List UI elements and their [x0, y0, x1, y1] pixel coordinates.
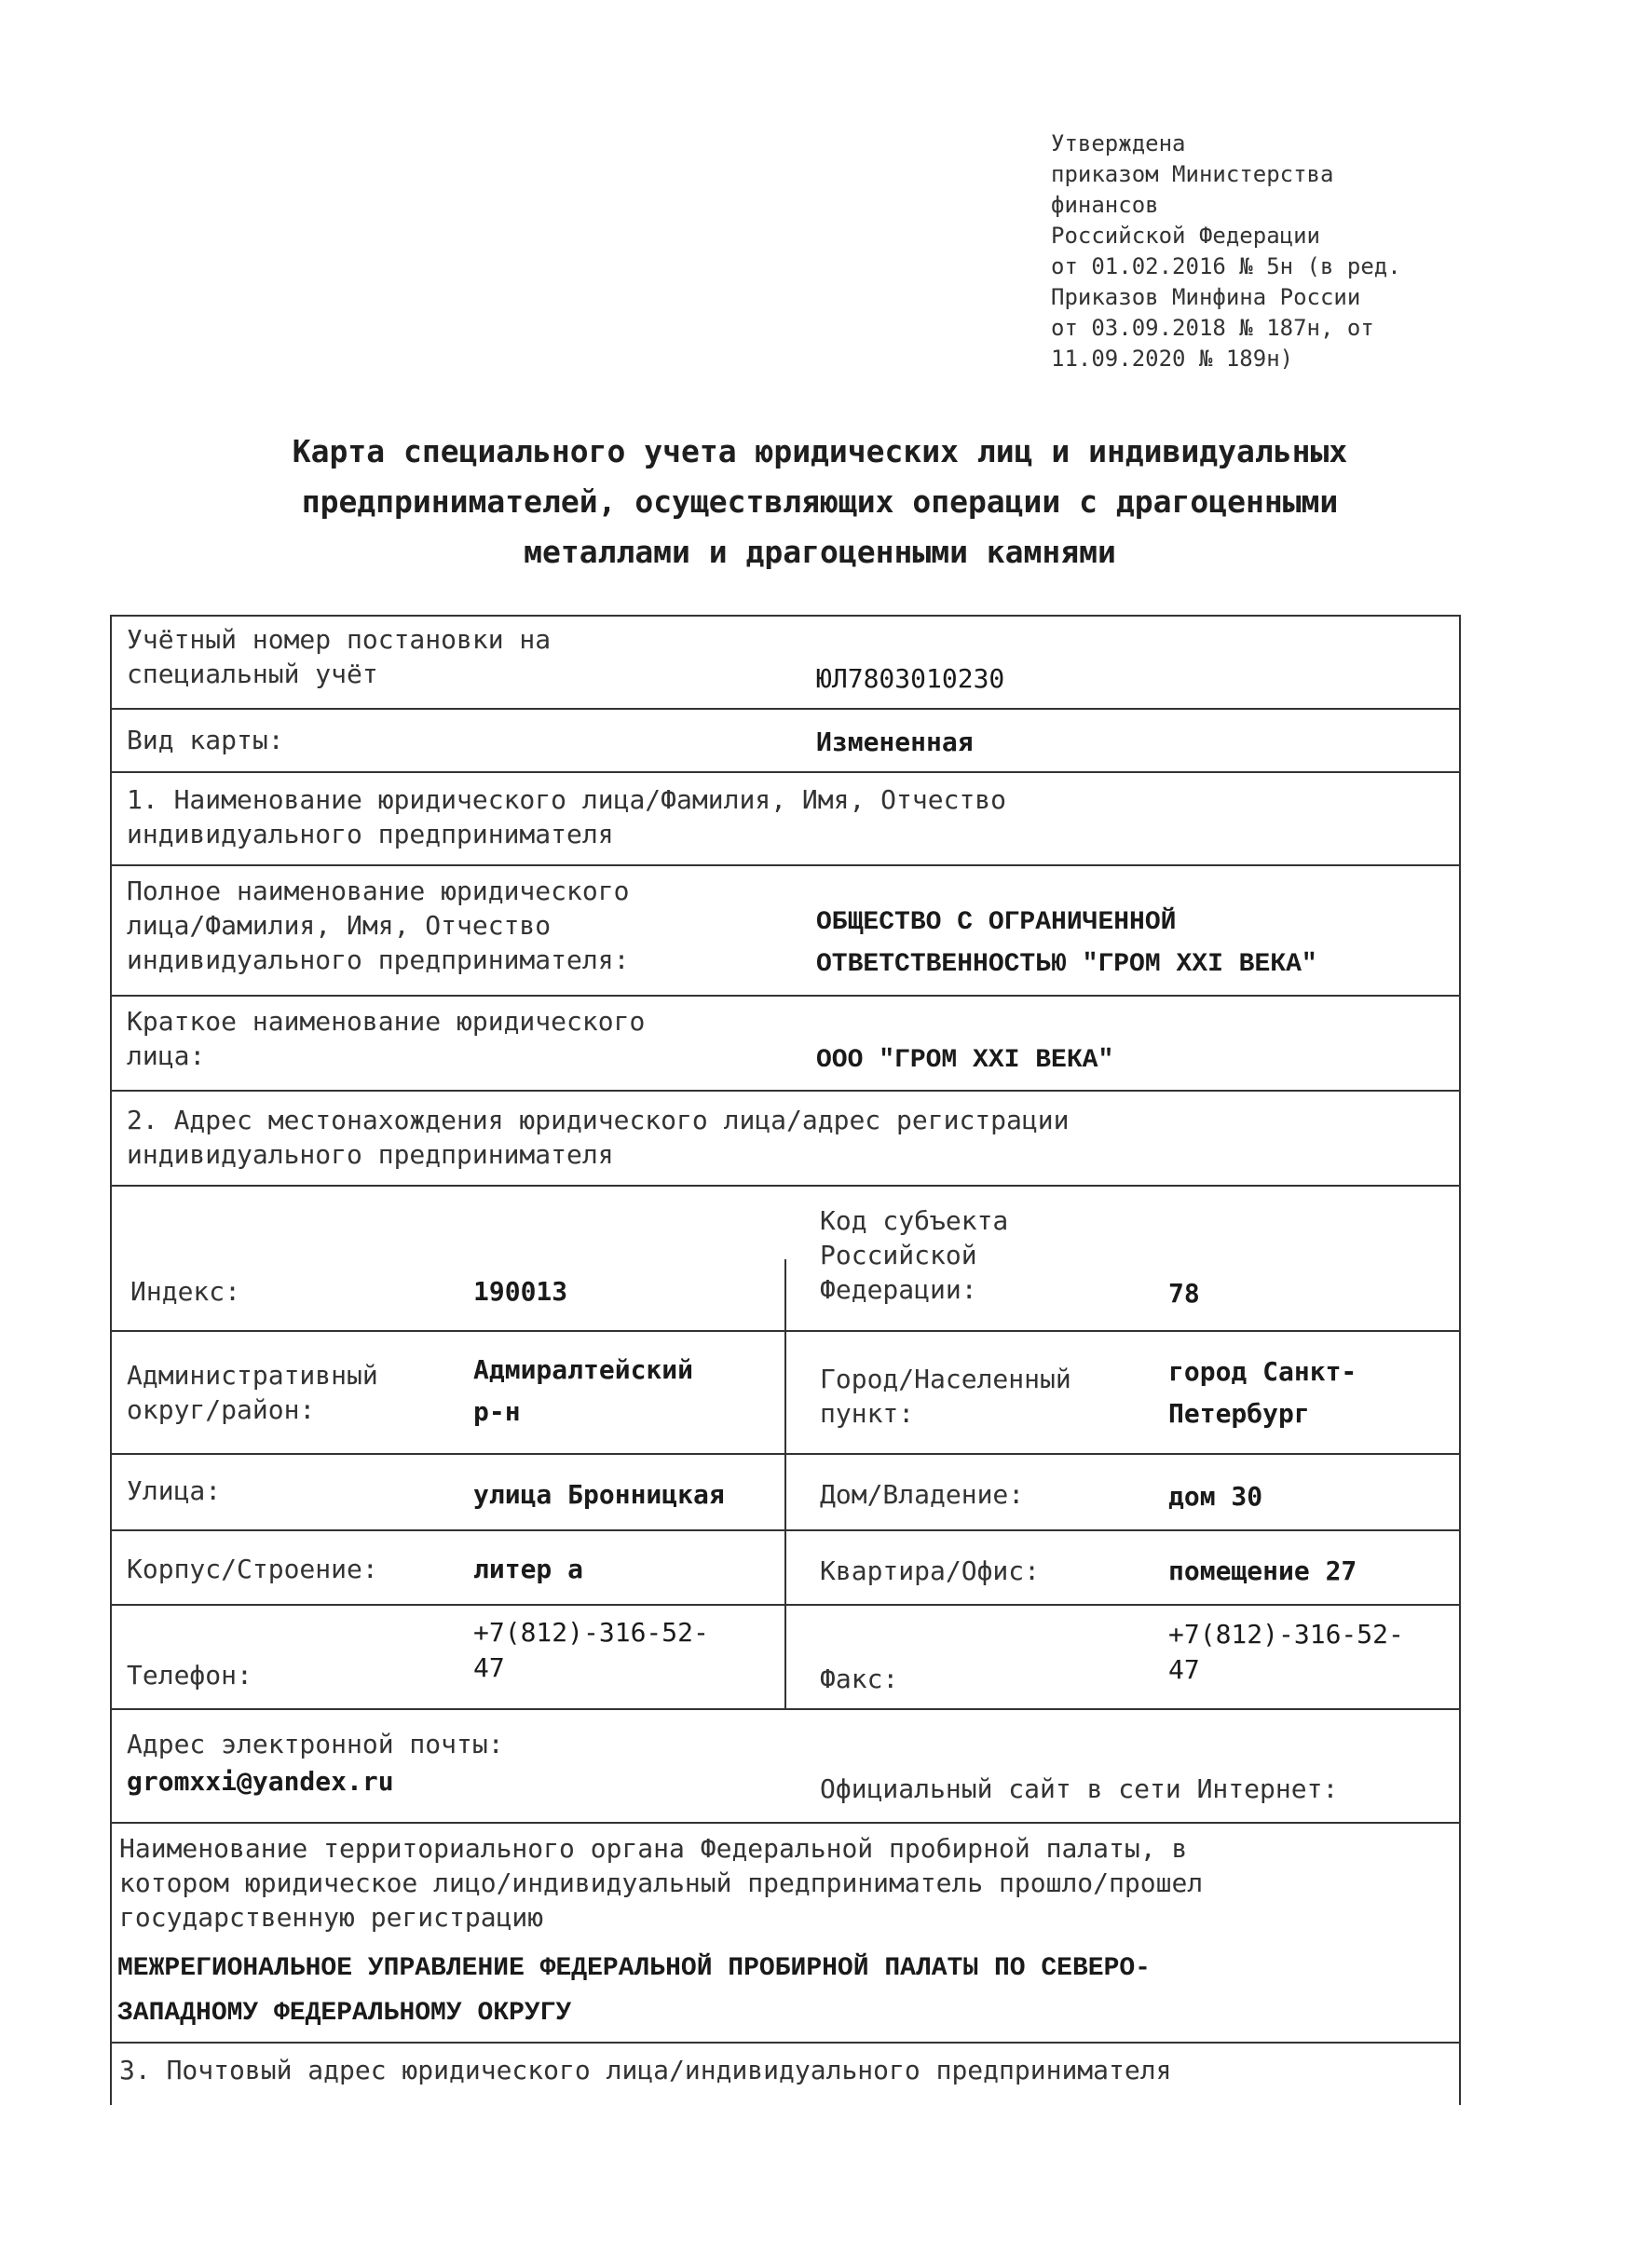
approval-line: финансов: [1051, 192, 1159, 218]
section2-title: 2. Адрес местонахождения юридического лица/адрес регистрации индивидуального предпринимателя: [127, 1105, 1070, 1170]
office-label: Квартира/Офис:: [820, 1555, 1041, 1586]
approval-line: Приказов Минфина России: [1051, 284, 1361, 310]
street-value: улица Бронницкая: [473, 1479, 725, 1510]
phone-label: Телефон:: [127, 1660, 252, 1691]
short-name-value: ООО "ГРОМ XXI ВЕКА": [816, 1046, 1114, 1075]
building-value: литер а: [473, 1554, 584, 1584]
column-divider: [784, 1259, 786, 1710]
approval-line: Утверждена: [1051, 130, 1186, 156]
full-name-value: ОБЩЕСТВО С ОГРАНИЧЕННОЙ ОТВЕТСТВЕННОСТЬЮ "ГРОМ XXI ВЕКА": [816, 908, 1317, 979]
approval-stamp-text: [1051, 129, 1401, 374]
city-label: Город/Населенный пункт:: [820, 1364, 1071, 1429]
region-code-label: Код субъекта Российской Федерации:: [820, 1205, 1009, 1305]
approval-line: Российской Федерации: [1051, 223, 1320, 249]
section3-title: 3. Почтовый адрес юридического лица/индивидуального предпринимателя: [119, 2055, 1172, 2085]
region-code-value: 78: [1168, 1278, 1200, 1309]
city-value: город Санкт- Петербург: [1168, 1356, 1357, 1429]
index-label: Индекс:: [130, 1276, 241, 1307]
title-line: металлами и драгоценными камнями: [524, 534, 1116, 570]
approval-line: от 01.02.2016 № 5н (в ред.: [1051, 253, 1401, 279]
district-value: Адмиралтейский р-н: [473, 1354, 694, 1427]
document-title: [112, 427, 1528, 577]
title-line: Карта специального учета юридических лиц и индивидуальных: [292, 433, 1348, 469]
short-name-label: Краткое наименование юридического лица:: [127, 1006, 646, 1071]
reg-number-label: Учётный номер постановки на специальный учёт: [127, 624, 552, 689]
authority-label: Наименование территориального органа Федеральной пробирной палаты, в котором юридическое лицо/индивидуальный предприниматель прошло/прошел государственную регистрацию: [119, 1833, 1204, 1933]
reg-number-value: ЮЛ7803010230: [816, 663, 1005, 694]
fax-value: +7(812)-316-52- 47: [1168, 1619, 1404, 1685]
street-label: Улица:: [127, 1475, 222, 1506]
authority-value: МЕЖРЕГИОНАЛЬНОЕ УПРАВЛЕНИЕ ФЕДЕРАЛЬНОЙ ПРОБИРНОЙ ПАЛАТЫ ПО СЕВЕРО- ЗАПАДНОМУ ФЕДЕРАЛЬНОМУ ОКРУГУ: [117, 1954, 1151, 2028]
house-value: дом 30: [1168, 1481, 1263, 1512]
email-value: gromxxi@yandex.ru: [127, 1766, 394, 1797]
phone-value: +7(812)-316-52- 47: [473, 1617, 709, 1683]
card-type-label: Вид карты:: [127, 725, 284, 755]
title-line: предпринимателей, осуществляющих операции с драгоценными: [301, 483, 1339, 520]
district-label: Административный округ/район:: [127, 1360, 378, 1425]
email-label: Адрес электронной почты:: [127, 1729, 504, 1759]
house-label: Дом/Владение:: [820, 1479, 1025, 1510]
card-type-value: Измененная: [816, 727, 974, 757]
fax-label: Факс:: [820, 1664, 899, 1694]
section1-title: 1. Наименование юридического лица/Фамилия, Имя, Отчество индивидуального предпринимателя: [127, 784, 1007, 849]
approval-line: от 03.09.2018 № 187н, от: [1051, 315, 1374, 341]
index-value: 190013: [473, 1276, 568, 1307]
row-card-type: [110, 710, 1461, 773]
website-label: Официальный сайт в сети Интернет:: [820, 1773, 1339, 1804]
full-name-label: Полное наименование юридического лица/Фамилия, Имя, Отчество индивидуального предпринимателя:: [127, 876, 630, 975]
building-label: Корпус/Строение:: [127, 1554, 378, 1584]
approval-line: 11.09.2020 № 189н): [1051, 346, 1294, 372]
approval-line: приказом Министерства: [1051, 161, 1334, 187]
office-value: помещение 27: [1168, 1555, 1357, 1586]
